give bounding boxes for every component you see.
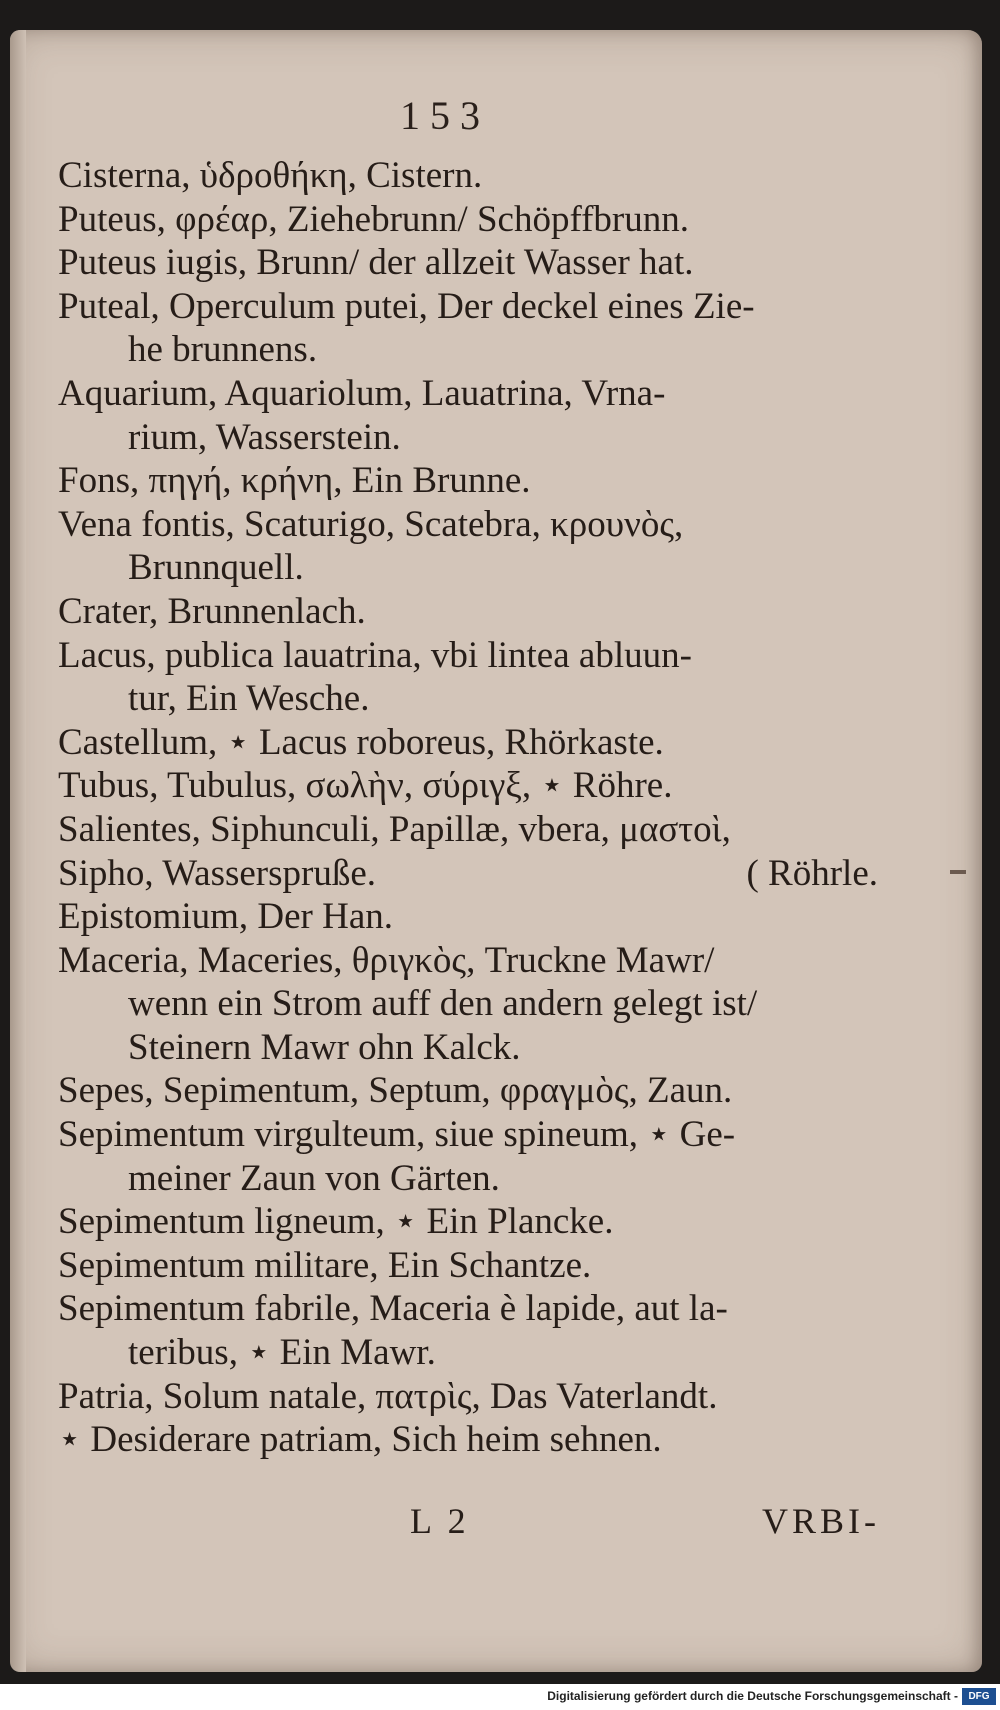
entry-line-left: Sipho, Wasserspruße. xyxy=(58,852,377,894)
entry-line-continuation: meiner Zaun von Gärten. xyxy=(128,1157,500,1199)
book-page xyxy=(10,30,982,1672)
entry-line-continuation: he brunnens. xyxy=(128,329,318,371)
entry-line-continuation: Steinern Mawr ohn Kalck. xyxy=(128,1026,521,1068)
dfg-logo-icon: DFG xyxy=(962,1688,996,1705)
signature-mark: L 2 xyxy=(410,1501,470,1541)
margin-mark xyxy=(950,870,966,874)
entry-line-continuation: rium, Wasserstein. xyxy=(128,416,401,458)
entry-line-continuation: tur, Ein Wesche. xyxy=(128,678,370,720)
dictionary-entries xyxy=(58,154,878,1462)
credit-bar xyxy=(0,1684,1000,1710)
page-spine-edge xyxy=(10,30,26,1672)
entry-line: Lacus, publica lauatrina, vbi lintea abluun- xyxy=(58,634,692,676)
entry-line-continuation: Brunnquell. xyxy=(128,547,304,589)
entry-line-continuation: wenn ein Strom auff den andern gelegt ist/ xyxy=(128,983,758,1025)
catchword: VRBI- xyxy=(762,1501,880,1541)
credit-text: Digitalisierung gefördert durch die Deutsche Forschungsgemeinschaft - xyxy=(547,1689,958,1703)
entry-line: Tubus, Tubulus, σωλὴν, σύριγξ, ⋆ Röhre. xyxy=(58,765,673,807)
entry-line: ⋆ Desiderare patriam, Sich heim sehnen. xyxy=(58,1419,662,1461)
entry-line: Puteal, Operculum putei, Der deckel eines Zie- xyxy=(58,285,755,327)
entry-line: Cisterna, ὑδροθήκη, Cistern. xyxy=(58,155,483,196)
entry-line: Sepes, Sepimentum, Septum, φραγμὸς, Zaun. xyxy=(58,1070,733,1112)
page-number: 153 xyxy=(400,93,490,138)
entry-line: Puteus iugis, Brunn/ der allzeit Wasser hat. xyxy=(58,242,694,284)
entry-line: Crater, Brunnenlach. xyxy=(58,590,366,632)
entry-line: Castellum, ⋆ Lacus roboreus, Rhörkaste. xyxy=(58,721,664,763)
entry-line: Puteus, φρέαρ, Ziehebrunn/ Schöpffbrunn. xyxy=(58,198,690,240)
entry-line: Sepimentum fabrile, Maceria è lapide, aut la- xyxy=(58,1288,728,1330)
entry-line: Vena fontis, Scaturigo, Scatebra, κρουνὸς, xyxy=(58,503,684,545)
entry-line: Aquarium, Aquariolum, Lauatrina, Vrna- xyxy=(58,372,666,414)
entry-line: Salientes, Siphunculi, Papillæ, vbera, μαστοὶ, xyxy=(58,808,731,850)
entry-line-continuation: teribus, ⋆ Ein Mawr. xyxy=(128,1332,436,1374)
entry-line-split xyxy=(58,852,878,896)
entry-line: Epistomium, Der Han. xyxy=(58,896,394,938)
entry-line: Patria, Solum natale, πατρὶς, Das Vaterlandt. xyxy=(58,1375,718,1417)
entry-line: Sepimentum militare, Ein Schantze. xyxy=(58,1244,592,1286)
entry-line: Sepimentum virgulteum, siue spineum, ⋆ Ge- xyxy=(58,1114,736,1156)
entry-line-right: ( Röhrle. xyxy=(746,852,878,894)
entry-line: Fons, πηγή, κρήνη, Ein Brunne. xyxy=(58,460,531,502)
page-footer xyxy=(410,1500,880,1542)
entry-line: Maceria, Maceries, θριγκὸς, Truckne Mawr/ xyxy=(58,939,715,981)
entry-line: Sepimentum ligneum, ⋆ Ein Plancke. xyxy=(58,1201,614,1243)
